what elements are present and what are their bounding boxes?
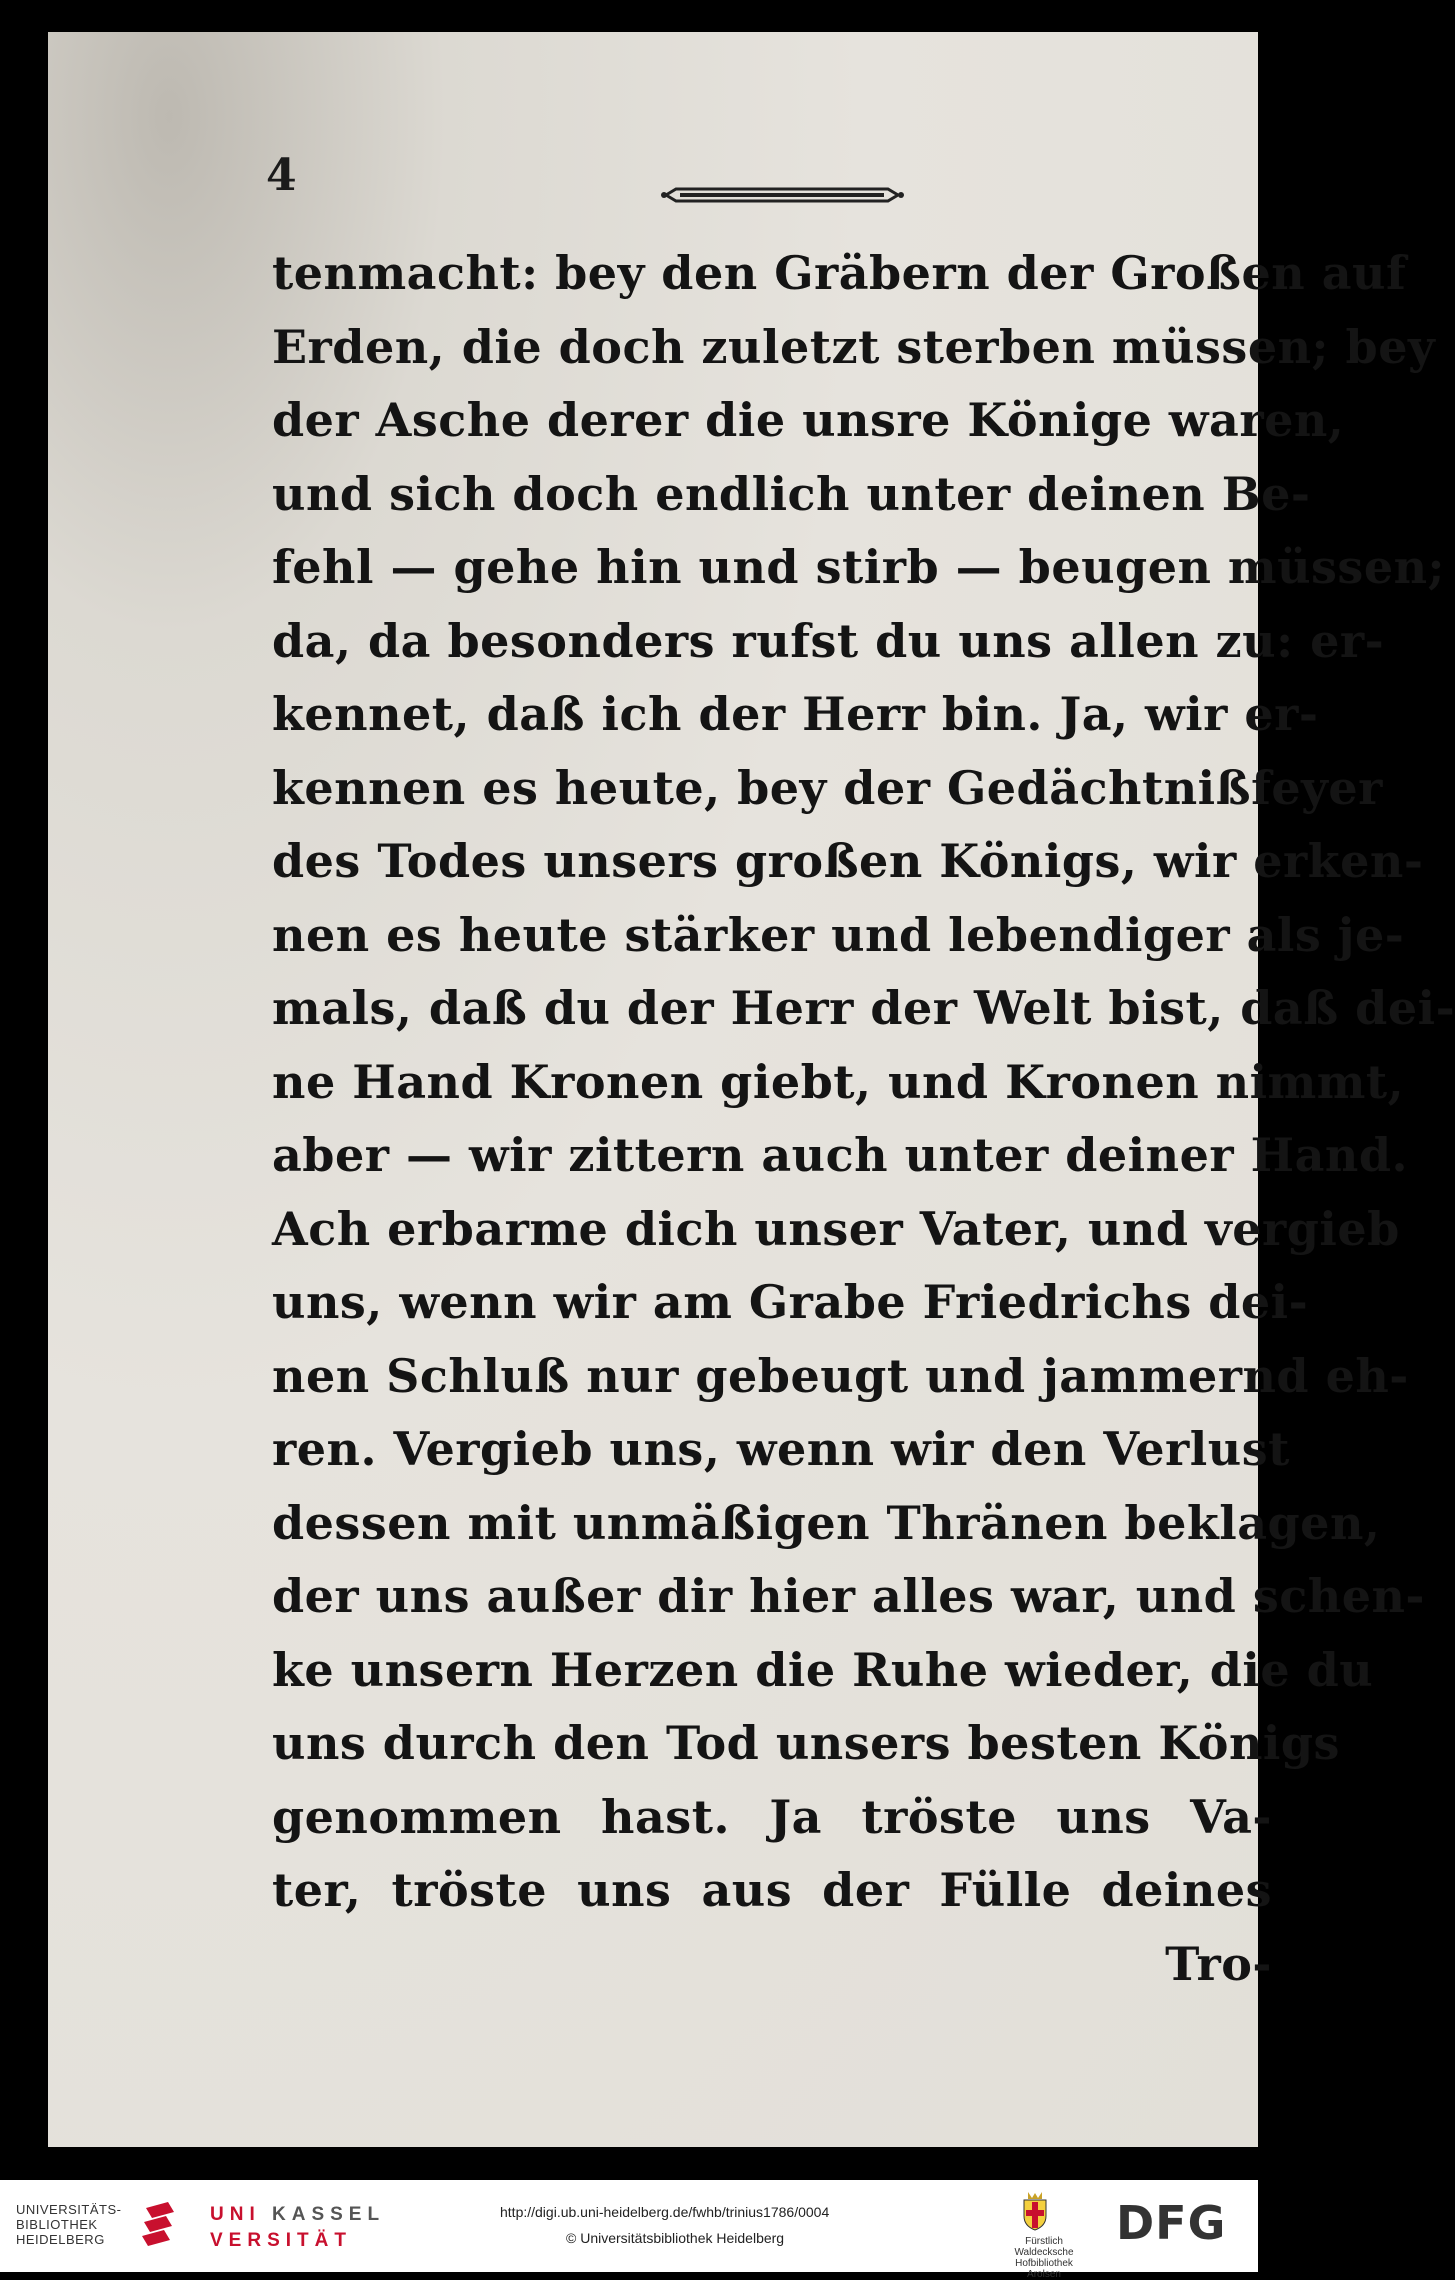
uni-heidelberg-line: HEIDELBERG: [16, 2232, 105, 2247]
footer-bar: [0, 2180, 1258, 2280]
text-line: des Todes unsers großen Königs, wir erken-: [272, 834, 1424, 888]
text-line: da, da besonders rufst du uns allen zu: er-: [272, 613, 1385, 668]
text-line: kennen es heute, bey der Gedächtnißfeyer: [272, 760, 1383, 815]
page-number: 4: [266, 150, 297, 201]
text-line: aber — wir zittern auch unter deiner Hand.: [272, 1128, 1409, 1182]
kassel-versitaet: VERSITÄT: [210, 2230, 352, 2251]
catchword: Tro-: [1165, 1936, 1272, 1991]
permalink[interactable]: http://digi.ub.uni-heidelberg.de/fwhb/trinius1786/0004: [500, 2204, 830, 2220]
text-line: uns durch den Tod unsers besten Königs: [272, 1716, 1340, 1770]
kassel-uni: UNI: [210, 2204, 261, 2225]
text-line: kennet, daß ich der Herr bin. Ja, wir er-: [272, 687, 1319, 741]
dfg-logo[interactable]: DFG: [1116, 2196, 1227, 2250]
text-line: uns, wenn wir am Grabe Friedrichs dei-: [272, 1275, 1309, 1329]
text-line: ren. Vergieb uns, wenn wir den Verlust: [272, 1422, 1290, 1476]
book-page: [48, 32, 1455, 2147]
text-line: mals, daß du der Herr der Welt bist, daß dei-: [272, 981, 1455, 1035]
text-line: tenmacht: bey den Gräbern der Großen auf: [272, 246, 1407, 300]
uni-heidelberg-mark-icon: [138, 2200, 182, 2250]
text-line: Ach erbarme dich unser Vater, und vergieb: [272, 1201, 1400, 1256]
text-line: genommen hast. Ja tröste uns Va-: [272, 1789, 1272, 1844]
text-line: der Asche derer die unsre Könige waren,: [272, 393, 1345, 447]
text-line: dessen mit unmäßigen Thränen beklagen,: [272, 1495, 1381, 1550]
ornament-rule: [660, 184, 905, 206]
uni-heidelberg-logo[interactable]: [16, 2202, 121, 2247]
text-line: ne Hand Kronen giebt, und Kronen nimmt,: [272, 1054, 1405, 1109]
waldeck-logo[interactable]: [998, 2236, 1090, 2280]
text-line: und sich doch endlich unter deinen Be-: [272, 466, 1311, 521]
uni-heidelberg-line: UNIVERSITÄTS-: [16, 2202, 122, 2217]
text-line: fehl — gehe hin und stirb — beugen müssen;: [272, 540, 1446, 594]
waldeck-line: Hofbibliothek Arolsen: [1015, 2258, 1073, 2280]
text-line: nen Schluß nur gebeugt und jammernd eh-: [272, 1348, 1409, 1403]
text-line: nen es heute stärker und lebendiger als je-: [272, 907, 1405, 962]
text-line: der uns außer dir hier alles war, und schen-: [272, 1569, 1425, 1623]
text-line: ter, tröste uns aus der Fülle deines: [272, 1863, 1272, 1917]
text-line: Erden, die doch zuletzt sterben müssen; bey: [272, 319, 1436, 374]
waldeck-crest-icon: [1018, 2190, 1052, 2232]
uni-kassel-logo[interactable]: [210, 2202, 385, 2254]
waldeck-line: Fürstlich Waldecksche: [1014, 2236, 1074, 2258]
body-text: [272, 237, 1455, 2001]
kassel-name: KASSEL: [272, 2204, 386, 2225]
uni-heidelberg-line: BIBLIOTHEK: [16, 2217, 98, 2232]
copyright-text: © Universitätsbibliothek Heidelberg: [566, 2230, 785, 2246]
text-line: ke unsern Herzen die Ruhe wieder, die du: [272, 1642, 1374, 1697]
